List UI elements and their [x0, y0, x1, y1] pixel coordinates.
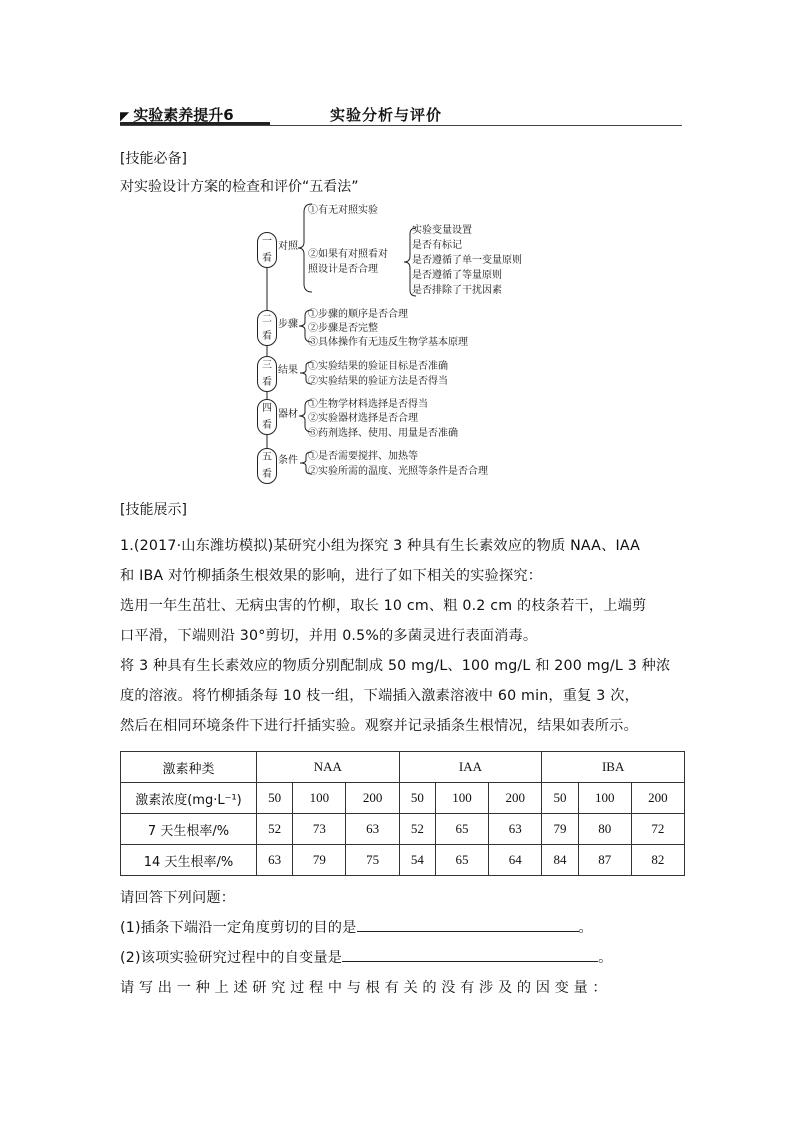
row-label: 14 天生根率/% [121, 845, 257, 876]
look-four-item-3: ③药剂选择、使用、用量是否准确 [308, 428, 458, 439]
look-two-item-2: ②步骤是否完整 [308, 323, 378, 334]
question-line: 选用一年生茁壮、无病虫害的竹柳，取长 10 cm、粗 0.2 cm 的枝条若干，上端剪 [120, 598, 647, 614]
table-cell: 200 [631, 783, 684, 814]
look-five-item-1: ①是否需要搅拌、加热等 [308, 451, 418, 462]
look-four-oval: 四 看 [257, 399, 277, 435]
table-row [121, 814, 685, 845]
look-three-item-2: ②实验结果的验证方法是否得当 [308, 376, 448, 387]
table-hormone-naa: NAA [257, 752, 400, 783]
table-cell: 50 [399, 783, 435, 814]
table-cell: 52 [399, 814, 435, 845]
header-mark-icon: ◤ [120, 109, 130, 123]
header-right-title: 实验分析与评价 [330, 106, 443, 124]
look-one-item-1: ①有无对照实验 [308, 205, 378, 216]
table-cell: 63 [346, 814, 399, 845]
skill-required-heading: [技能必备] [120, 151, 187, 167]
table-cell: 79 [542, 814, 578, 845]
look-two-label: 步骤 [278, 319, 298, 330]
look-three-label: 结果 [278, 365, 298, 376]
row-label: 激素浓度(mg·L⁻¹) [121, 783, 257, 814]
sub-item-3: 是否遵循了单一变量原则 [412, 255, 522, 266]
table-cell: 79 [293, 845, 346, 876]
question-line: 将 3 种具有生长素效应的物质分别配制成 50 mg/L、100 mg/L 和 200 mg/L 3 种浓 [120, 658, 671, 674]
header-left-title: 实验素养提升6 [133, 106, 234, 124]
look-two-oval: 二 看 [257, 310, 277, 346]
table-header-row [121, 752, 685, 783]
sub-item-1: 实验变量设置 [412, 225, 472, 236]
table-row [121, 783, 685, 814]
sub-item-4: 是否遵循了等量原则 [412, 270, 502, 281]
table-cell: 100 [293, 783, 346, 814]
table-cell: 72 [631, 814, 684, 845]
table-cell: 65 [435, 845, 488, 876]
table-cell: 63 [489, 814, 542, 845]
look-two-item-3: ③具体操作有无违反生物学基本原理 [308, 337, 468, 348]
table-cell: 82 [631, 845, 684, 876]
table-cell: 63 [257, 845, 293, 876]
table-header-cell: 激素种类 [121, 752, 257, 783]
table-cell: 84 [542, 845, 578, 876]
look-one-oval: 一 看 [257, 232, 277, 268]
table-cell: 54 [399, 845, 435, 876]
question-line: 度的溶液。将竹柳插条每 10 枝一组，下端插入激素溶液中 60 min，重复 3 次， [120, 688, 639, 704]
look-five-item-2: ②实验所需的温度、光照等条件是否合理 [308, 466, 488, 477]
table-cell: 100 [435, 783, 488, 814]
table-row [121, 845, 685, 876]
q1-text: (1)插条下端沿一定角度剪切的目的是 [120, 920, 357, 936]
skill-demo-heading: [技能展示] [120, 502, 187, 518]
answer-q1 [120, 913, 690, 943]
question-line: 然后在相同环境条件下进行扦插实验。观察并记录插条生根情况，结果如表所示。 [120, 718, 638, 734]
question-text [120, 531, 690, 741]
question-line: 和 IBA 对竹柳插条生根效果的影响，进行了如下相关的实验探究： [120, 568, 543, 584]
look-three-oval: 三 看 [257, 356, 277, 392]
table-cell: 64 [489, 845, 542, 876]
q1-answer-blank[interactable] [357, 917, 579, 932]
section-header-left [120, 104, 270, 124]
answer-q2 [120, 943, 690, 973]
question-line: 口平滑，下端则沿 30°剪切，并用 0.5%的多菌灵进行表面消毒。 [120, 628, 538, 644]
q2-period: 。 [598, 950, 613, 966]
look-five-label: 条件 [278, 455, 298, 466]
table-cell: 52 [257, 814, 293, 845]
look-five-oval: 五 看 [257, 448, 277, 484]
table-cell: 65 [435, 814, 488, 845]
look-one-label: 对照 [278, 241, 298, 252]
table-cell: 100 [578, 783, 631, 814]
look-one-item-2b: 照设计是否合理 [308, 264, 378, 275]
table-hormone-iba: IBA [542, 752, 685, 783]
results-table [120, 751, 685, 876]
header-rule [120, 125, 682, 126]
look-four-item-1: ①生物学材料选择是否得当 [308, 399, 428, 410]
table-cell: 200 [489, 783, 542, 814]
table-cell: 80 [578, 814, 631, 845]
sub-item-2: 是否有标记 [412, 240, 462, 251]
five-look-diagram [230, 198, 560, 490]
look-four-label: 器材 [278, 409, 298, 420]
look-two-item-1: ①步骤的顺序是否合理 [308, 309, 408, 320]
q1-period: 。 [578, 920, 593, 936]
table-cell: 73 [293, 814, 346, 845]
table-cell: 200 [346, 783, 399, 814]
table-cell: 50 [542, 783, 578, 814]
answer-q3: 请 写 出 一 种 上 述 研 究 过 程 中 与 根 有 关 的 没 有 涉 及 的 因 变 量 ： [120, 980, 607, 996]
q2-answer-blank[interactable] [342, 947, 598, 962]
answer-section [120, 883, 690, 1003]
answer-prompt: 请回答下列问题： [120, 890, 236, 906]
q2-text: (2)该项实验研究过程中的自变量是 [120, 950, 343, 966]
table-cell: 87 [578, 845, 631, 876]
table-cell: 50 [257, 783, 293, 814]
look-one-item-2a: ②如果有对照看对 [308, 249, 388, 260]
look-three-item-1: ①实验结果的验证目标是否准确 [308, 361, 448, 372]
sub-item-5: 是否排除了干扰因素 [412, 285, 502, 296]
table-hormone-iaa: IAA [399, 752, 542, 783]
table-cell: 75 [346, 845, 399, 876]
intro-text: 对实验设计方案的检查和评价“五看法” [120, 179, 359, 195]
row-label: 7 天生根率/% [121, 814, 257, 845]
look-four-item-2: ②实验器材选择是否合理 [308, 413, 418, 424]
question-line: 1.(2017·山东潍坊模拟)某研究小组为探究 3 种具有生长素效应的物质 NAA、IAA [120, 538, 641, 554]
